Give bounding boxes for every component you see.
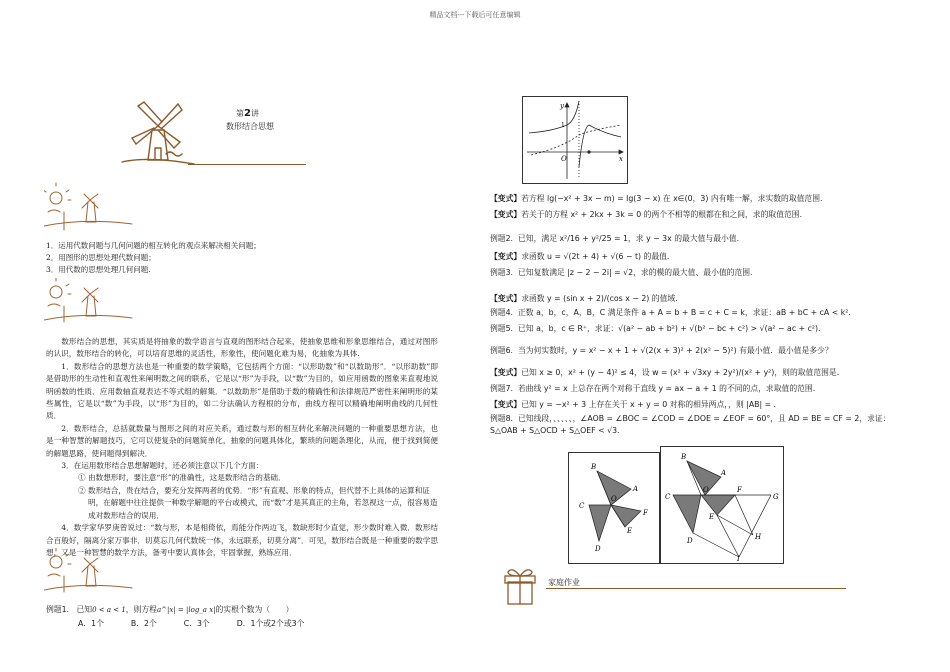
item-text: 若曲线 y² = x 上总存在两个对称于直线 y = ax − a + 1 的不同的点，求取值的范围. (518, 384, 816, 393)
goal-item: 1．运用代数问题与几何问题的相互转化的观点来解决相关问题； (46, 241, 261, 250)
fig1-label: B (591, 463, 597, 471)
item-label: 例题8. (490, 414, 514, 423)
item-label: 【变式】 (490, 294, 522, 303)
item-label: 【变式】 (490, 400, 522, 409)
item-text: 若关于的方程 x² + 2kx + 3k = 0 的两个不相等的根都在和之间，求的取值范围. (521, 210, 803, 219)
graph-x-label: x (619, 155, 623, 163)
option-b: B．2个 (130, 619, 157, 628)
item-text: 求函数 y = (sin x + 2)/(cos x − 2) 的值域. (521, 294, 678, 303)
equation: a^|x| = |log_a x| (156, 606, 216, 614)
item-text: 已知线段，、、、、、，∠AOB = ∠BOC = ∠COD = ∠DOE = ∠EOF = 60°，且 AD = BE = CF = 2，求证：S△OAB + S△OCD + S△OEF < √3. (490, 414, 891, 435)
fig2-label: A (721, 469, 727, 477)
lecture-number: 第2讲 (236, 108, 259, 119)
graph-origin-label: O (561, 155, 567, 163)
item-text: 已知 x ≥ 0，x² + (y − 4)² ≤ 4，设 w = (x² + √3xy + 2y²)/(x² + y²)，则的取值范围是． (521, 368, 845, 377)
example-label: 例题1. (46, 605, 70, 614)
function-graph (522, 96, 628, 184)
exercise-item (490, 307, 910, 319)
sketch-scene-icon (44, 278, 134, 324)
fig2-label: E (709, 513, 715, 521)
exercise-item (490, 383, 910, 395)
sketch-scene-icon (44, 182, 134, 232)
goal-item: 3．用代数的思想处理几何问题. (46, 265, 151, 274)
item-text: 当为何实数时，y = x² − x + 1 + √(2(x + 3)² + 2(x² − 5)²) 有最小值．最小值是多少？ (518, 346, 833, 355)
item-label: 【变式】 (490, 210, 522, 219)
exercise-item (490, 413, 910, 437)
fig1-label: A (633, 485, 639, 493)
paragraph: 4．数学家华罗庚曾说过：“数与形，本是相倚依，焉能分作两边飞，数缺形时少直觉，形少数时难入微．数形结合百般好，隔离分家万事非．切莫忘几何代数统一体，永远联系，切莫分离”．可见，数形结合既是一种重要的数学思想，又是一种智慧的数学方法，备考中要认真体会，牢固掌握，熟练应用． (46, 523, 438, 557)
item-label: 例题6. (490, 346, 514, 355)
item-text: 已知 y = −x² + 3 上存在关于 x + y = 0 对称的相异两点，，则 |AB| = ． (521, 400, 782, 409)
body-text (46, 336, 438, 559)
homework-rule (546, 588, 846, 589)
item-label: 例题7. (490, 384, 514, 393)
example-1: 例题1. 已知0 < a < 1，则方程a^|x| = |log_a x|的实根个数为（ ） (46, 605, 294, 614)
fig1-label: F (643, 509, 648, 517)
lecture-title: 数形结合思想 (226, 122, 274, 131)
fig2-label: G (773, 493, 779, 501)
item-label: 例题3. (490, 268, 514, 277)
fig2-label: O (703, 486, 709, 494)
fig1-label: O (611, 495, 617, 503)
example-1-options (78, 618, 438, 630)
paragraph: 3．在运用数形结合思想解题时，还必须注意以下几个方面： (61, 461, 264, 471)
exercise-item (490, 251, 910, 263)
fig2-label: C (665, 493, 671, 501)
condition: 0 < a < 1 (92, 606, 126, 614)
sub-item: ② 数形结合，贵在结合，要充分发挥两者的优势．“形”有直观、形象的特点，但代替不上具体的运算和证明，在解题中往往提供一种数学解题的平台或模式，而“数”才是其真正的主角，若忽视这一点，很容易造成对数形结合的误用． (78, 485, 438, 520)
fig1-label: C (579, 502, 585, 510)
item-text: 若方程 lg(−x² + 3x − m) = lg(3 − x) 在 x∈(0，3) 内有唯一解，求实数的取值范围. (521, 194, 823, 203)
windmill-illustration (118, 98, 198, 168)
figure-1 (568, 452, 660, 564)
option-a: A．1个 (78, 619, 104, 628)
gift-icon (500, 566, 540, 608)
title-rule (188, 164, 306, 165)
fig2-label: I (737, 555, 740, 563)
option-d: D．1个或2个或3个 (236, 619, 305, 628)
exercise-item (490, 293, 910, 305)
item-text: 正数 a，b，c，A，B，C 满足条件 a + A = b + B = c + C = k，求证：aB + bC + cA < k². (518, 308, 851, 317)
item-text: 已知，满足 x²/16 + y²/25 = 1，求 y − 3x 的最大值与最小值. (518, 234, 740, 243)
item-label: 【变式】 (490, 252, 522, 261)
fig2-label: H (755, 533, 762, 541)
exercise-item (490, 399, 910, 411)
item-text: 已知 a，b，c ∈ R⁺，求证：√(a² − ab + b²) + √(b² − bc + c²) > √(a² − ac + c²). (518, 324, 821, 333)
fig2-label: D (687, 537, 693, 545)
item-label: 【变式】 (490, 194, 522, 203)
fig1-label: D (595, 545, 601, 553)
sub-item: ① 由数想形时，要注意“形”的准确性，这是数形结合的基础． (78, 473, 286, 483)
exercise-item (490, 193, 910, 205)
item-text: 已知复数满足 |z − 2 − 2i| = √2，求的模的最大值、最小值的范围. (518, 268, 753, 277)
graph-y-label: y (560, 102, 564, 110)
item-text: 求函数 u = √(2t + 4) + √(6 − t) 的最值. (521, 252, 670, 261)
exercise-item (490, 345, 910, 357)
item-label: 例题2. (490, 234, 514, 243)
exercise-item (490, 233, 910, 245)
goals-list (46, 240, 446, 276)
exercise-item (490, 367, 910, 379)
sketch-scene-icon (44, 548, 134, 594)
item-label: 【变式】 (490, 368, 522, 377)
homework-title: 家庭作业 (548, 578, 580, 587)
exercise-item (490, 209, 910, 221)
item-label: 例题5. (490, 324, 514, 333)
right-items (490, 193, 910, 437)
goal-item: 2．用图形的思想处理代数问题； (46, 253, 156, 262)
option-c: C．3个 (183, 619, 210, 628)
exercise-item (490, 267, 910, 279)
fig2-label: B (681, 453, 687, 461)
figure-2 (660, 446, 784, 564)
paragraph: 数形结合的思想，其实质是将抽象的数学语言与直观的图形结合起来，使抽象思维和形象思维结合，通过对图形的认识，数形结合的转化，可以培育思维的灵活性，形象性，使问题化难为易，化抽象为具体. (46, 337, 438, 359)
exercise-item (490, 323, 910, 335)
fig2-label: F (737, 486, 742, 494)
paragraph: 2．数形结合，总括就数量与图形之间的对应关系，通过数与形的相互转化来解决问题的一种重要思想方法，也是一种智慧的解题技巧，它可以使复杂的问题简单化，抽象的问题具体化，繁琐的问题条理化，从而，便于找到简便的解题思路，使问题得到解决． (46, 423, 438, 458)
fig1-label: E (627, 527, 633, 535)
item-label: 例题4. (490, 308, 514, 317)
graph-one-label: 1 (561, 122, 565, 129)
document-header: 精品文档---下载后可任意编辑 (429, 11, 521, 19)
paragraph: 1．数形结合的思想方法也是一种重要的数学策略，它包括两个方面：“以形助数”和“以数助形”．“以形助数”即是借助形的生动性和直观性来阐明数之间的联系，它是以“形”为手段，以“数”为目的，如应用函数的图象来直观地说明函数的性质．应用数轴直观表达不等式组的解集．“以数助形”是借助于数的精确性和法律规范严密性来阐明形的某些属性，它是以“数”为手段，以“形”为目的，如二分法确认方程根的分布，曲线方程可以精确地阐明曲线的几何性质． (46, 361, 438, 421)
